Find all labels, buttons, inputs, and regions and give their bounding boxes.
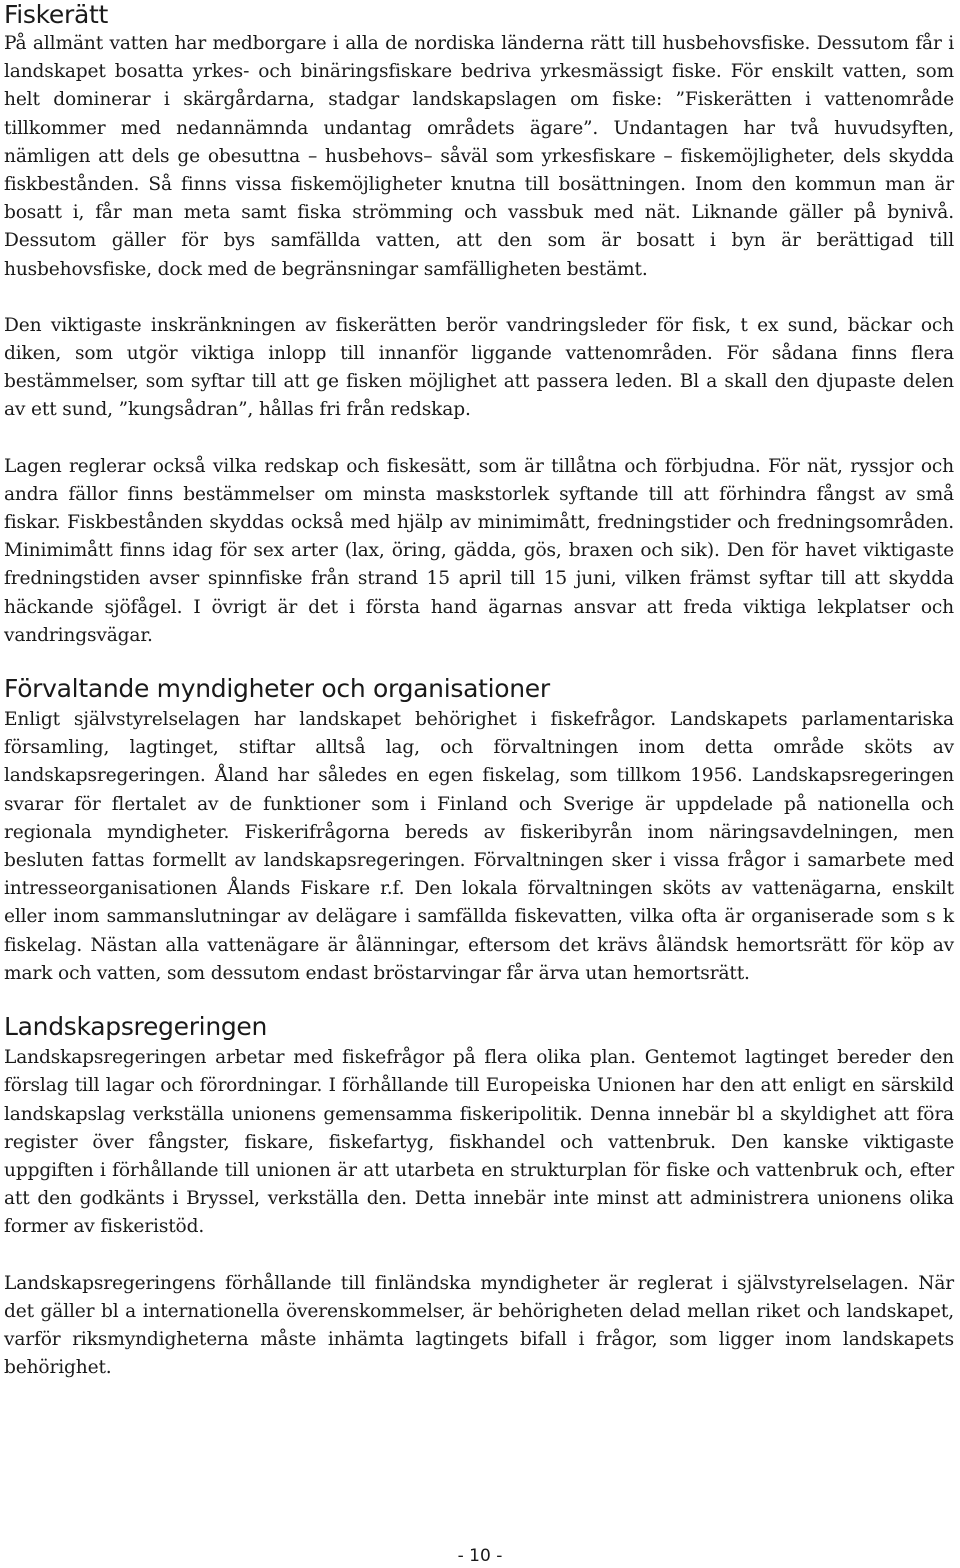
paragraph-landskapsregeringen-1: Landskapsregeringen arbetar med fiskefrågor på flera olika plan. Gentemot lagtinget bereder den förslag till lagar och förordningar. I förhållande till Europeiska Unionen har den att enligt en särskild landskapslag verkställa unionens gemensamma fiskeripolitik. Denna innebär bl a skyldighet att föra register över fångster, fiskare, fiskefartyg, fiskhandel och vattenbruk. Den kanske viktigaste uppgiften i förhållande till unionen är att utarbeta en strukturplan för fiske och vattenbruk och, efter att den godkänts i Bryssel, verkställa den. Detta innebär inte minst att administrera unionens olika former av fiskeristöd. — [4, 1047, 954, 1238]
section-heading-forvaltande: Förvaltande myndigheter och organisationer — [4, 674, 550, 704]
page-number: - 10 - — [457, 1546, 503, 1566]
paragraph-landskapsregeringen-2: Landskapsregeringens förhållande till finländska myndigheter är reglerat i självstyrelselagen. När det gäller bl a internationella överenskommelser, är behörigheten delad mellan riket och landskapet, varför riksmyndigheterna måste inhämta lagtingets bifall i frågor, som ligger inom landskapets behörighet. — [4, 1272, 954, 1379]
paragraph-fiskeratt-1: På allmänt vatten har medborgare i alla de nordiska länderna rätt till husbehovsfiske. Dessutom får i landskapet bosatta yrkes- och binäringsfiskare bedriva yrkesmässigt fiske. För enskilt vatten, som helt dominerar i skärgårdarna, stadgar landskapslagen om fiske: ”Fiskerätten i vattenområde tillkommer med nedannämnda undantag områdets ägare”. Undantagen har två huvudsyften, nämligen att dels ge obesuttna – husbehovs– såväl som yrkesfiskare – fiskemöjligheter, dels skydda fiskbestånden. Så finns vissa fiskemöjligheter knutna till bosättningen. Inom den kommun man är bosatt i, får man meta samt fiska strömming och vassbuk med nät. Liknande gäller på bynivå. Dessutom gäller för bys samfällda vatten, att den som är bosatt i byn är berättigad till husbehovsfiske, dock med de begränsningar samfälligheten bestämt. — [4, 33, 954, 280]
paragraph-forvaltande-1: Enligt självstyrelselagen har landskapet behörighet i fiskefrågor. Landskapets parlamentariska församling, lagtinget, stiftar alltså lag, och förvaltningen inom detta område sköts av landskapsregeringen. Åland har således en egen fiskelag, som tillkom 1956. Landskapsregeringen svarar för flertalet av de funktioner som i Finland och Sverige är uppdelade på nationella och regionala myndigheter. Fiskerifrågorna bereds av fiskeribyrån inom näringsavdelningen, men besluten fattas formellt av landskapsregeringen. Förvaltningen sker i vissa frågor i samarbete med intresseorganisationen Ålands Fiskare r.f. Den lokala förvaltningen sköts av vattenägarna, enskilt eller inom sammanslutningar av delägare i samfällda fiskevatten, vilka ofta är organiserade som s k fiskelag. Nästan alla vattenägare är ålänningar, eftersom det krävs åländsk hemortsrätt för köp av mark och vatten, som dessutom endast bröstarvingar får ärva utan hemortsrätt. — [4, 709, 954, 984]
paragraph-fiskeratt-2: Den viktigaste inskränkningen av fiskerätten berör vandringsleder för fisk, t ex sund, bäckar och diken, som utgör viktiga inlopp till innanför liggande vattenområden. För sådana finns flera bestämmelser, som syftar till att ge fisken möjlighet att passera leden. Bl a skall den djupaste delen av ett sund, ”kungsådran”, hållas fri från redskap. — [4, 314, 954, 421]
section-heading-landskapsregeringen: Landskapsregeringen — [4, 1012, 268, 1042]
section-heading-fiskeratt: Fiskerätt — [4, 0, 109, 29]
paragraph-fiskeratt-3: Lagen reglerar också vilka redskap och fiskesätt, som är tillåtna och förbjudna. För nät, ryssjor och andra fällor finns bestämmelser om minsta maskstorlek syftande till att förhindra fångst av små fiskar. Fiskbestånden skyddas också med hjälp av minimimått, fredningstider och fredningsområden. Minimimått finns idag för sex arter (lax, öring, gädda, gös, braxen och sik). Den för havet viktigaste fredningstiden avser spinnfiske från strand 15 april till 15 juni, vilken främst syftar till att skydda häckande sjöfågel. I övrigt är det i första hand ägarnas ansvar att freda viktiga lekplatser och vandringsvägar. — [4, 455, 954, 646]
